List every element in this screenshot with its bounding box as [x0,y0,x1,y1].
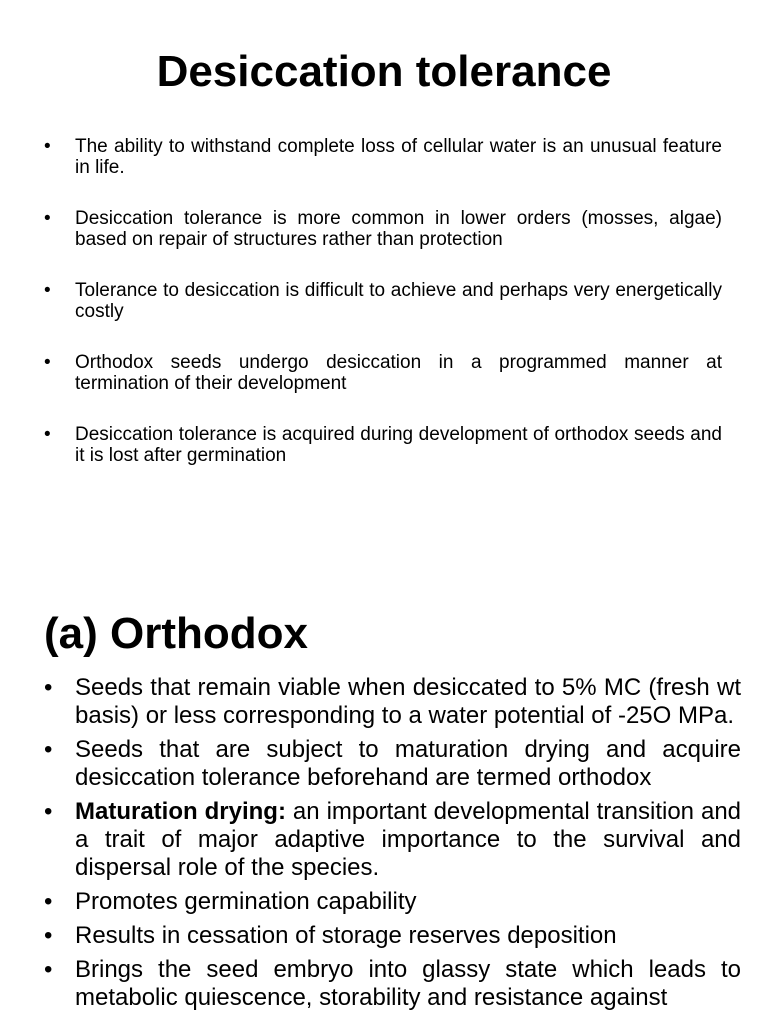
bullet-icon: • [44,798,53,825]
bullet-text: Orthodox seeds undergo desiccation in a programmed manner at termination of their development [75,352,722,394]
bullet-text: Desiccation tolerance is more common in lower orders (mosses, algae) based on repair of structures rather than protection [75,208,722,250]
bullet-icon: • [44,424,51,445]
bullet-text: The ability to withstand complete loss of cellular water is an unusual feature in life. [75,136,722,178]
list-item [44,352,722,394]
bullet-text: Desiccation tolerance is acquired during development of orthodox seeds and it is lost after germination [75,424,722,466]
list-item [44,888,741,916]
bullet-term: Maturation drying: [75,798,286,825]
list-item [44,922,741,950]
list-item [44,280,722,322]
bullet-icon: • [44,674,53,701]
bullet-icon: • [44,280,51,301]
list-item [44,424,722,466]
list-item [44,956,741,1012]
bullet-icon: • [44,888,53,915]
bullet-icon: • [44,956,53,983]
bullet-icon: • [44,922,53,949]
list-item [44,798,741,882]
bullet-text: an important developmental transition and a trait of major adaptive importance to the survival and dispersal role of the species. [75,798,742,881]
bullet-icon: • [44,736,53,763]
bullet-icon: • [44,352,51,373]
bullet-icon: • [44,136,51,157]
slide-title-desiccation-tolerance: Desiccation tolerance [156,47,612,96]
list-item [44,208,722,250]
list-item [44,136,722,178]
bullet-text: Tolerance to desiccation is difficult to achieve and perhaps very energetically costly [75,280,722,322]
bullet-text: Promotes germination capability [75,888,417,915]
bullet-text: Results in cessation of storage reserves deposition [75,922,617,949]
bullet-text: Seeds that are subject to maturation drying and acquire desiccation tolerance beforehand are termed orthodox [75,736,741,791]
list-item [44,674,741,730]
bullet-icon: • [44,208,51,229]
desiccation-bullet-list [44,136,722,496]
bullet-text: Brings the seed embryo into glassy state which leads to metabolic quiescence, storability and resistance against [75,956,741,1011]
bullet-text: Seeds that remain viable when desiccated to 5% MC (fresh wt basis) or less corresponding to a water potential of -25O MPa. [75,674,741,729]
slide-title-orthodox: (a) Orthodox [44,609,308,658]
orthodox-bullet-list [44,674,741,1018]
list-item [44,736,741,792]
